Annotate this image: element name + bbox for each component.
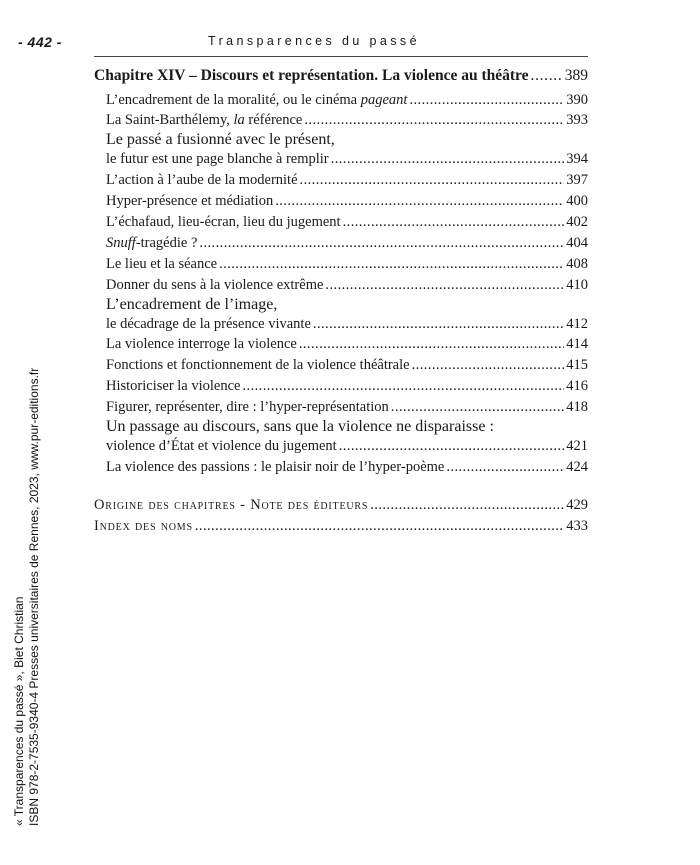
dot-leader — [242, 376, 564, 397]
appendix-page: 429 — [566, 496, 588, 513]
toc-entry[interactable] — [94, 110, 588, 131]
dot-leader — [313, 314, 564, 335]
entry-title-text: L’action à l’aube de la modernité — [106, 172, 298, 189]
entry-title-text-after: -tragédie ? — [135, 234, 198, 251]
entry-title-line-2: violence d’État et violence du jugement — [106, 437, 337, 454]
toc-entry[interactable] — [94, 397, 588, 418]
toc-entry[interactable] — [94, 170, 588, 191]
entry-page: 402 — [566, 213, 588, 230]
toc-entry[interactable] — [94, 355, 588, 376]
entry-title — [106, 254, 217, 275]
sidebar-line-1: « Transparences du passé », Biet Christian — [12, 596, 26, 826]
entry-title-text: L’échafaud, lieu-écran, lieu du jugement — [106, 213, 341, 230]
entry-title-text: Fonctions et fonctionnement de la violence théâtrale — [106, 357, 410, 374]
entry-title — [106, 90, 407, 111]
entry-title-text: Donner du sens à la violence extrême — [106, 276, 324, 293]
dot-leader — [331, 149, 565, 170]
chapter-title: Chapitre XIV – Discours et représentation. La violence au théâtre — [94, 67, 529, 84]
entry-title — [106, 170, 298, 191]
dot-leader — [195, 516, 564, 537]
entry-title — [106, 212, 341, 233]
entry-title-line-2: le futur est une page blanche à remplir — [106, 151, 329, 168]
dot-leader — [531, 66, 563, 87]
entry-page: 390 — [566, 91, 588, 108]
toc-entry[interactable] — [94, 90, 588, 111]
running-title: Transparences du passé — [208, 34, 420, 48]
entry-page: 393 — [566, 112, 588, 129]
dot-leader — [409, 90, 564, 111]
toc-entry[interactable] — [94, 275, 588, 296]
entry-title — [106, 334, 297, 355]
entry-page: 412 — [566, 315, 588, 332]
toc-appendix-list — [94, 495, 588, 536]
entry-title-line-1: Le passé a fusionné avec le présent, — [106, 131, 335, 149]
entry-title-line-1: Un passage au discours, sans que la violence ne disparaisse : — [106, 417, 494, 435]
entry-page: 394 — [566, 151, 588, 168]
entry-title — [106, 110, 302, 131]
chapter-page: 389 — [564, 67, 588, 84]
entry-title-text: La Saint-Barthélemy, — [106, 112, 234, 129]
entry-title — [106, 376, 240, 397]
entry-row — [106, 149, 588, 170]
toc-entry[interactable] — [94, 334, 588, 355]
entry-title — [106, 191, 273, 212]
appendix-title: Origine des chapitres - Note des éditeurs — [94, 496, 369, 513]
sidebar-line-2: ISBN 978-2-7535-9340-4 Presses universitaires de Rennes, 2023, www.pur-editions.fr — [27, 367, 41, 826]
entry-row — [106, 436, 588, 457]
dot-leader — [446, 457, 564, 478]
toc-entry[interactable] — [94, 418, 588, 457]
entry-title-line-1: L’encadrement de l’image, — [106, 295, 278, 313]
entry-title-italic: la — [233, 112, 245, 129]
entry-page: 415 — [566, 357, 588, 374]
entry-title-italic: Snuff — [106, 234, 136, 251]
dot-leader — [325, 275, 564, 296]
entry-title — [106, 233, 197, 254]
entry-page: 416 — [566, 378, 588, 395]
entry-page: 400 — [566, 193, 588, 210]
entry-title — [106, 275, 323, 296]
entry-title-italic: pageant — [360, 91, 408, 108]
entry-title-text: Figurer, représenter, dire : l’hyper-représentation — [106, 399, 389, 416]
page-number: - 442 - — [18, 34, 62, 50]
dot-leader — [299, 334, 564, 355]
toc-entry[interactable] — [94, 296, 588, 335]
entry-page: 410 — [566, 276, 588, 293]
entry-title-text: La violence interroge la violence — [106, 336, 297, 353]
entry-page: 408 — [566, 255, 588, 272]
entry-page: 418 — [566, 399, 588, 416]
entry-title — [106, 457, 444, 478]
entry-row — [106, 314, 588, 335]
toc-entry[interactable] — [94, 131, 588, 170]
section-gap — [94, 478, 588, 495]
entry-page: 404 — [566, 234, 588, 251]
entry-page: 414 — [566, 336, 588, 353]
dot-leader — [300, 170, 565, 191]
appendix-page: 433 — [566, 517, 588, 534]
table-of-contents — [94, 66, 588, 537]
toc-section-list — [94, 90, 588, 478]
toc-entry[interactable] — [94, 457, 588, 478]
entry-title-text: Hyper-présence et médiation — [106, 193, 274, 210]
entry-title — [106, 355, 410, 376]
toc-entry[interactable] — [94, 191, 588, 212]
dot-leader — [391, 397, 564, 418]
dot-leader — [275, 191, 564, 212]
page-header — [0, 34, 700, 54]
dot-leader — [339, 436, 565, 457]
toc-appendix-entry[interactable] — [94, 495, 588, 516]
dot-leader — [219, 254, 564, 275]
copyright-sidebar — [12, 368, 42, 826]
entry-page: 397 — [566, 172, 588, 189]
dot-leader — [199, 233, 564, 254]
toc-entry[interactable] — [94, 254, 588, 275]
entry-title-text: L’encadrement de la moralité, ou le cinéma — [106, 91, 361, 108]
dot-leader — [370, 495, 564, 516]
entry-title-text: Historiciser la violence — [106, 378, 241, 395]
entry-page: 421 — [566, 437, 588, 454]
appendix-title: Index des noms — [94, 517, 193, 534]
dot-leader — [304, 110, 564, 131]
toc-entry[interactable] — [94, 233, 588, 254]
toc-entry[interactable] — [94, 376, 588, 397]
dot-leader — [412, 355, 565, 376]
header-rule — [94, 56, 588, 57]
entry-title-line-2: le décadrage de la présence vivante — [106, 315, 311, 332]
entry-title-text: Le lieu et la séance — [106, 255, 218, 272]
entry-title-text-after: référence — [244, 112, 303, 129]
toc-entry[interactable] — [94, 212, 588, 233]
entry-page: 424 — [566, 458, 588, 475]
dot-leader — [343, 212, 565, 233]
toc-appendix-entry[interactable] — [94, 516, 588, 537]
entry-title — [106, 397, 389, 418]
entry-title-text: La violence des passions : le plaisir noir de l’hyper-poème — [106, 458, 445, 475]
toc-chapter-entry[interactable] — [94, 66, 588, 87]
